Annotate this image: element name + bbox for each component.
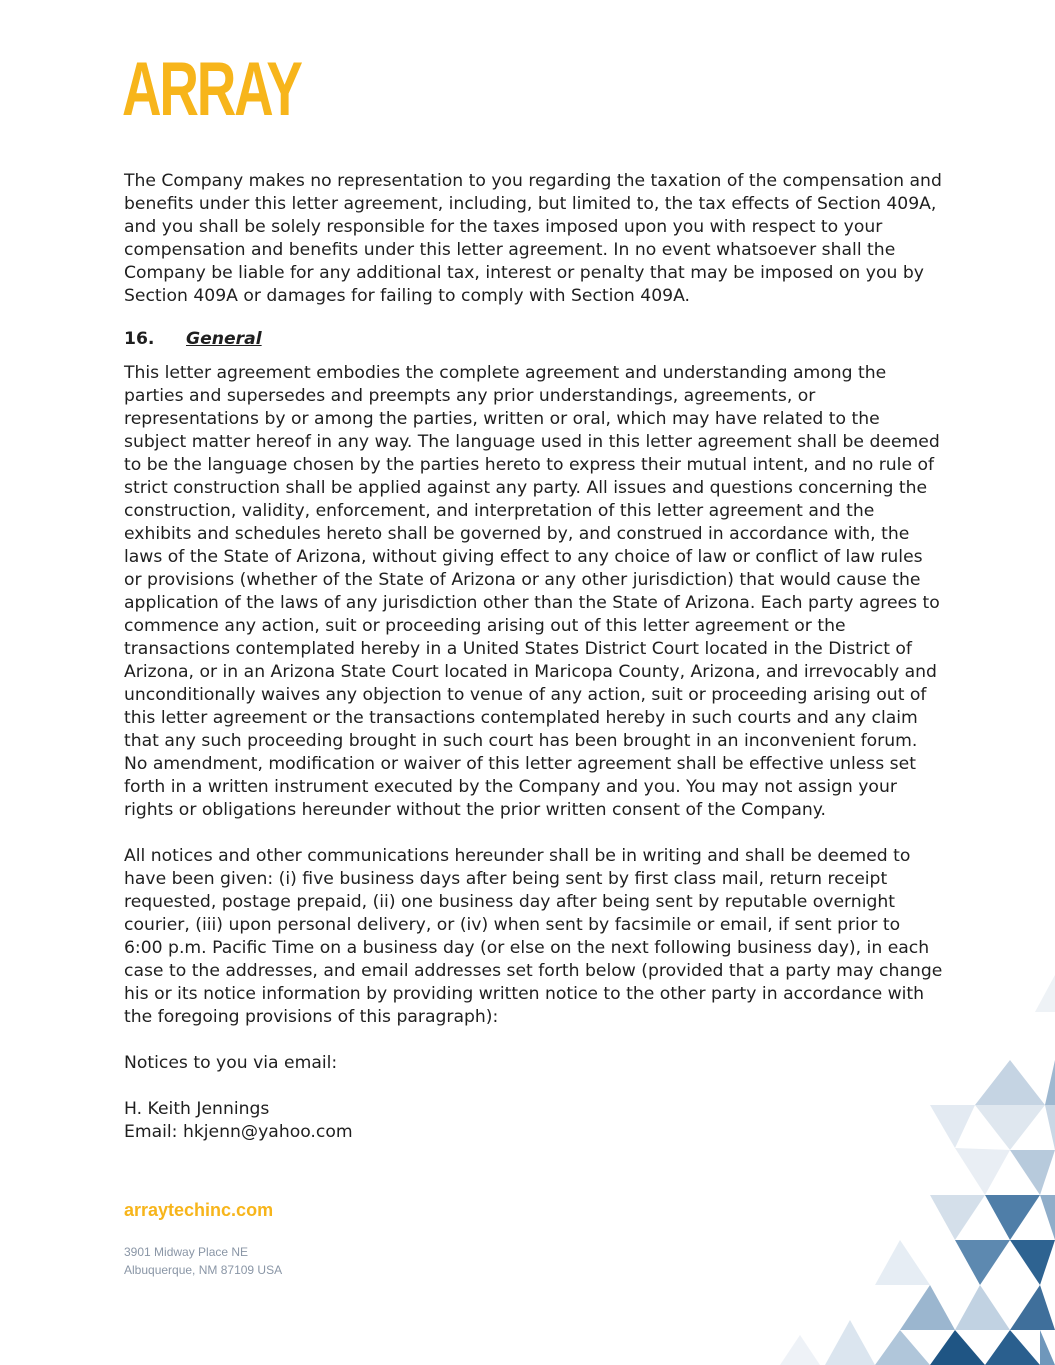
triangle-shape xyxy=(1045,1060,1055,1105)
triangle-shape xyxy=(985,1330,1040,1365)
triangle-shape xyxy=(1045,1105,1055,1150)
footer-website-link[interactable]: arraytechinc.com xyxy=(124,1200,274,1220)
triangle-shape xyxy=(1035,975,1055,1012)
triangle-shape xyxy=(985,1195,1040,1240)
triangle-shape xyxy=(1040,1195,1055,1240)
recipient-email: Email: hkjenn@yahoo.com xyxy=(124,1122,353,1142)
address-line-2: Albuquerque, NM 87109 USA xyxy=(124,1263,283,1277)
company-logo: ARRAY xyxy=(122,47,301,132)
triangle-shape xyxy=(900,1285,955,1330)
triangle-shape xyxy=(930,1195,985,1240)
triangle-shape xyxy=(825,1320,875,1365)
triangle-shape xyxy=(975,1060,1045,1105)
triangle-shape xyxy=(780,1335,820,1365)
triangle-shape xyxy=(955,1148,1010,1195)
triangle-shape xyxy=(930,1330,985,1365)
triangle-shape xyxy=(1010,1285,1055,1330)
section-title: General xyxy=(186,329,262,349)
triangle-shape xyxy=(1040,1330,1055,1365)
triangle-shape xyxy=(1010,1240,1055,1285)
triangle-shape xyxy=(1010,1150,1055,1195)
notices-label: Notices to you via email: xyxy=(124,1053,338,1073)
triangle-shape xyxy=(930,1105,975,1148)
tax-paragraph: The Company makes no representation to you regarding the taxation of the compensation and benefits under this letter agreement, including, but limited to, the tax effects of Section 409A, and you shall be solely responsible for the taxes imposed upon you with respect to your compensation and benefits under this letter agreement. In no event whatsoever shall the Company be liable for any additional tax, interest or penalty that may be imposed on you by Section 409A or damages for failing to comply with Section 409A. xyxy=(124,171,942,306)
triangle-shape xyxy=(975,1105,1045,1150)
triangle-shape xyxy=(875,1240,930,1285)
triangle-shape xyxy=(955,1240,1010,1285)
recipient-name: H. Keith Jennings xyxy=(124,1099,270,1119)
triangle-shape xyxy=(955,1285,1010,1330)
notices-paragraph: All notices and other communications hereunder shall be in writing and shall be deemed to have been given: (i) five business days after being sent by first class mail, return receipt requested, postage prepaid, (ii) one business day after being sent by reputable overnight courier, (iii) upon personal delivery, or (iv) when sent by facsimile or email, if sent prior to 6:00 p.m. Pacific Time on a business day (or else on the next following business day), in each case to the addresses, and email addresses set forth below (provided that a party may change his or its notice information by providing written notice to the other party in accordance with the foregoing provisions of this paragraph): xyxy=(124,846,943,1027)
general-paragraph: This letter agreement embodies the complete agreement and understanding among the parties and supersedes and preempts any prior understandings, agreements, or representations by or among the parties, written or oral, which may have related to the subject matter hereof in any way. The language used in this letter agreement shall be deemed to be the language chosen by the parties hereto to express their mutual intent, and no rule of strict construction shall be applied against any party. All issues and questions concerning the construction, validity, enforcement, and interpretation of this letter agreement and the exhibits and schedules hereto shall be governed by, and construed in accordance with, the laws of the State of Arizona, without giving effect to any choice of law or conflict of law rules or provisions (whether of the State of Arizona or any other jurisdiction) that would cause the application of the laws of any jurisdiction other than the State of Arizona. Each party agrees to commence any action, suit or proceeding arising out of this letter agreement or the transactions contemplated hereby in a United States District Court located in the District of Arizona, or in an Arizona State Court located in Maricopa County, Arizona, and irrevocably and unconditionally waives any objection to venue of any action, suit or proceeding arising out of this letter agreement or the transactions contemplated hereby in such courts and any claim that any such proceeding brought in such court has been brought in an inconvenient forum. No amendment, modification or waiver of this letter agreement shall be effective unless set forth in a written instrument executed by the Company and you. You may not assign your rights or obligations hereunder without the prior written consent of the Company. xyxy=(124,363,940,820)
address-line-1: 3901 Midway Place NE xyxy=(124,1245,249,1259)
triangle-shape xyxy=(875,1330,930,1365)
section-number: 16. xyxy=(124,329,155,349)
